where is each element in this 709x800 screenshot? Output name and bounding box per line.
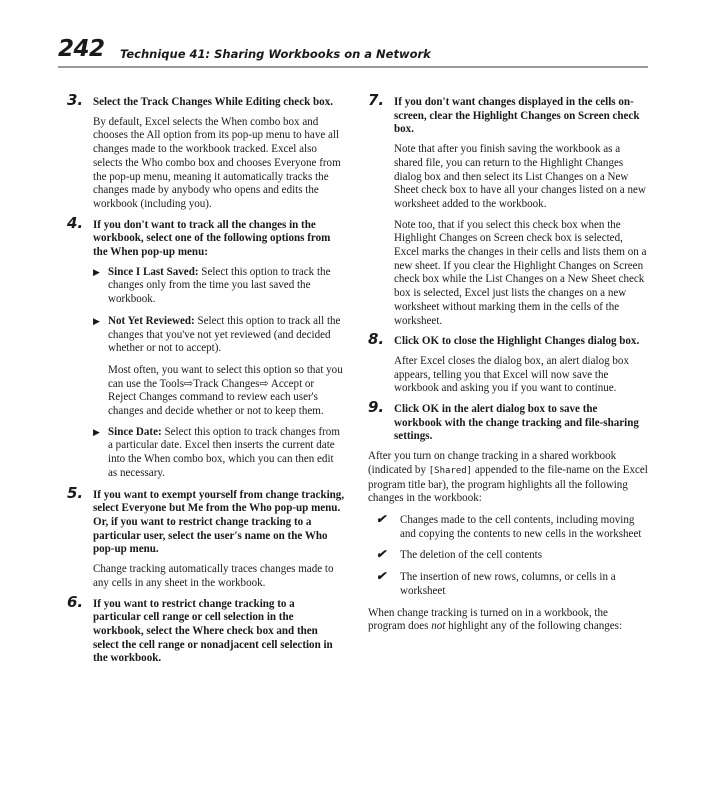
chapter-title: Technique 41: Sharing Workbooks on a Network (120, 47, 431, 61)
check-mark-icon: ✔ (376, 511, 387, 526)
triangle-bullet-icon: ▶ (93, 266, 100, 277)
check-mark-icon: ✔ (376, 547, 387, 562)
step-8 (368, 330, 648, 396)
step-title: Click OK in the alert dialog box to save the workbook with the change tracking and file-sharing settings. (394, 403, 639, 443)
option-item (93, 426, 345, 481)
step-number: 9. (368, 398, 385, 417)
triangle-bullet-icon: ▶ (93, 315, 100, 326)
step-number: 5. (67, 483, 84, 502)
step-number: 8. (368, 330, 385, 349)
option-text: Select this option to track changes from a particular date. Excel then inserts the current date into the When combo box, which you can then edit as necessary. (108, 425, 340, 479)
step-body: Change tracking automatically traces changes made to any cells in any sheet in the workbook. (93, 563, 334, 589)
step-body: By default, Excel selects the When combo box and chooses the All option from its pop-up menu to have all changes made to the workbook tracked. Excel also selects the Who combo box and chooses Everyone from the pop-up menu, meaning it automatically tracks the changes made by anybody who opens and edits the workbook (including you). (93, 115, 341, 210)
option-term: Not Yet Reviewed: (108, 314, 195, 327)
checklist (368, 511, 648, 599)
step-6 (67, 592, 345, 667)
paragraph-text: When change tracking is turned on in a workbook, the program does (368, 606, 608, 633)
check-item (368, 571, 648, 598)
header-rule (58, 66, 648, 68)
step-body: Note too, that if you select this check box when the Highlight Changes on Screen check box is selected, Excel marks the changes in their cells and lists them on a new sheet. If you clear the Highlight Changes on Screen check box while the List Changes on a New Sheet check box is selected, Excel just lists the changes on a new worksheet without marking them in the cells of the worksheet. (394, 218, 647, 327)
check-item (368, 511, 648, 541)
option-term: Since I Last Saved: (108, 265, 199, 278)
step-9 (368, 398, 648, 444)
step-title: Click OK to close the Highlight Changes dialog box. (394, 335, 640, 348)
shared-code: [Shared] (428, 465, 473, 476)
step-3 (67, 91, 345, 212)
check-text: The insertion of new rows, columns, or cells in a worksheet (400, 571, 616, 597)
step-title: Select the Track Changes While Editing check box. (93, 96, 333, 108)
step-body: Note that after you finish saving the workbook as a shared file, you can return to the Highlight Changes dialog box and then select its List Changes on a New Sheet check box to have all your changes listed on a new worksheet added to the workbook. (394, 143, 646, 210)
step-number: 7. (368, 91, 385, 109)
page-number: 242 (58, 36, 105, 62)
paragraph-text: After you turn on change tracking in a shared workbook (indicated by (368, 450, 617, 476)
option-item (93, 266, 345, 307)
step-body: After Excel closes the dialog box, an alert dialog box appears, telling you that Excel will now save the workbook and asking you if you want to continue. (394, 354, 629, 395)
left-column (67, 91, 345, 672)
check-text: Changes made to the cell contents, including moving and copying the contents to new cells in the worksheet (400, 513, 642, 540)
step-number: 3. (67, 91, 84, 109)
triangle-bullet-icon: ▶ (93, 426, 100, 437)
check-item (368, 549, 648, 563)
step-7 (368, 91, 648, 328)
paragraph-text: highlight any of the following changes: (445, 620, 623, 633)
option-note: Most often, you want to select this option so that you can use the Tools⇨Track Changes⇨ Accept or Reject Changes command to review each user's changes and decide whether or not to keep them. (108, 363, 343, 418)
step-number: 6. (67, 592, 84, 611)
option-list (93, 266, 345, 481)
paragraph-text: appended to the file-name on the Excel program title bar), the program highlights all the following changes in the workbook: (368, 463, 648, 505)
step-title: If you want to restrict change tracking to a particular cell range or cell selection in the workbook, select the Where check box and then select the cell range or nonadjacent cell selection in the workbook. (93, 597, 333, 665)
check-mark-icon: ✔ (376, 569, 387, 584)
option-term: Since Date: (108, 425, 162, 438)
step-number: 4. (67, 213, 84, 232)
option-item (93, 315, 345, 356)
right-column (368, 91, 648, 642)
emphasis: not (431, 620, 446, 633)
body-paragraph (368, 607, 648, 634)
step-5 (67, 483, 345, 591)
step-title: If you want to exempt yourself from change tracking, select Everyone but Me from the Who pop-up menu. Or, if you want to restrict change tracking to a particular user, select the user's name on the Who pop-up menu. (93, 488, 345, 556)
step-4 (67, 213, 345, 481)
check-text: The deletion of the cell contents (400, 549, 543, 562)
step-title: If you don't want changes displayed in the cells on-screen, clear the Highlight Changes on Screen check box. (394, 96, 640, 136)
option-text: Select this option to track all the changes that you've not yet reviewed (and decided whether or not to accept). (108, 314, 341, 355)
option-text: Select this option to track the changes only from the time you last saved the workbook. (108, 265, 331, 306)
body-paragraph (368, 450, 648, 506)
step-title: If you don't want to track all the changes in the workbook, select one of the following options from the When pop-up menu: (93, 218, 331, 259)
